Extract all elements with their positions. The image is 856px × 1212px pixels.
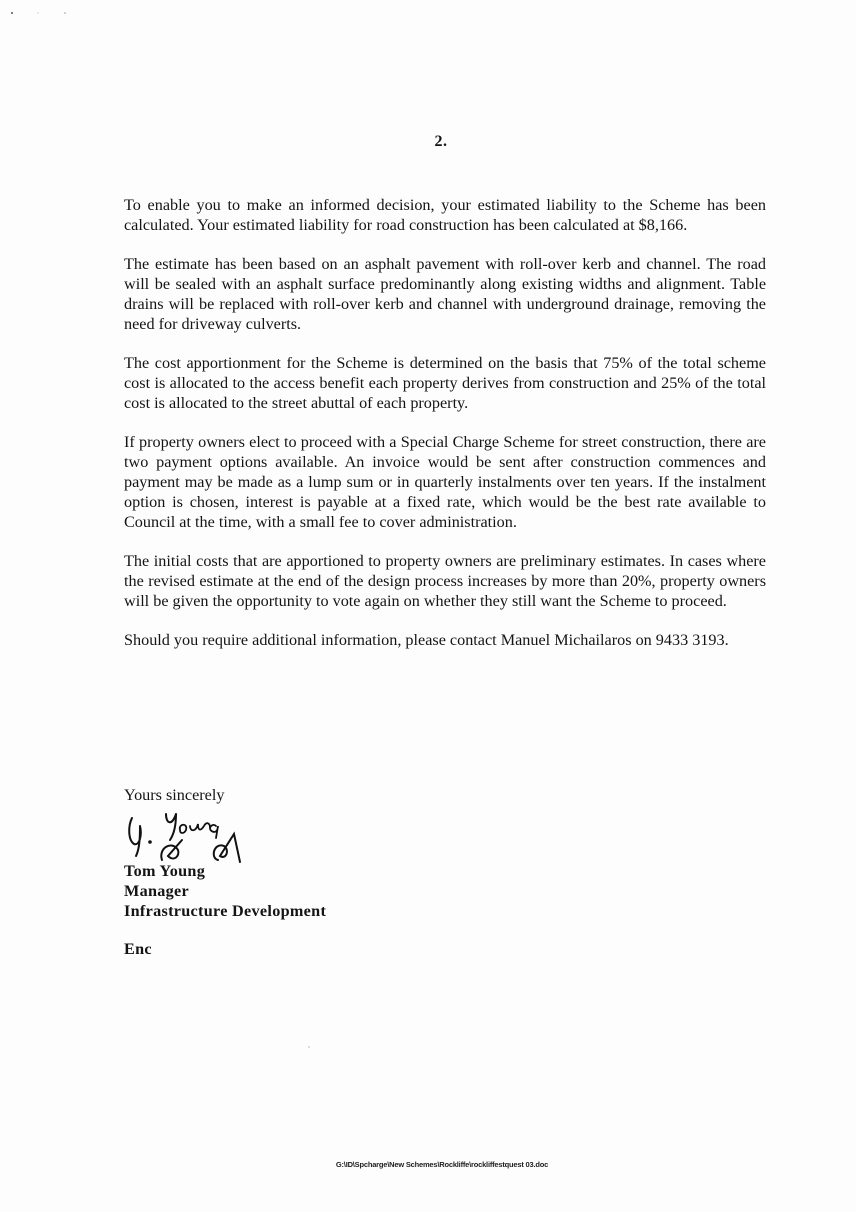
paragraph-contact: Should you require additional information, please contact Manuel Michailaros on 9433 3193.	[124, 631, 729, 649]
signatory-department: Infrastructure Development	[124, 902, 327, 920]
letter-body	[124, 195, 766, 669]
handwritten-signature	[122, 804, 252, 864]
page-number: 2.	[434, 133, 448, 150]
closing-salutation: Yours sincerely	[124, 786, 225, 804]
scan-specks	[10, 9, 80, 17]
paragraph-cost-apportionment: The cost apportionment for the Scheme is determined on the basis that 75% of the total scheme cost is allocated to the access benefit each property derives from construction and 25% of the total cost is allocated to the street abuttal of each property.	[124, 354, 766, 412]
paragraph-estimate-basis: The estimate has been based on an asphalt pavement with roll-over kerb and channel. The road will be sealed with an asphalt surface predominantly along existing widths and alignment. Table drains will be replaced with roll-over kerb and channel with underground drainage, removing the need for driveway culverts.	[124, 255, 766, 333]
signatory-title: Manager	[124, 882, 190, 900]
paragraph-preliminary-estimates: The initial costs that are apportioned to property owners are preliminary estimates. In cases where the revised estimate at the end of the design process increases by more than 20%, property owners will be given the opportunity to vote again on whether they still want the Scheme to proceed.	[124, 552, 766, 610]
paragraph-liability: To enable you to make an informed decision, your estimated liability to the Scheme has been calculated. Your estimated liability for road construction has been calculated at $8,166.	[124, 196, 766, 234]
signatory-name: Tom Young	[124, 862, 206, 880]
paragraph-payment-options: If property owners elect to proceed with a Special Charge Scheme for street construction, there are two payment options available. An invoice would be sent after construction commences and payment may be made as a lump sum or in quarterly instalments over ten years. If the instalment option is chosen, interest is payable at a fixed rate, which would be the best rate available to Council at the time, with a small fee to cover administration.	[124, 433, 766, 531]
signature-block	[124, 861, 326, 921]
footer-file-path: G:\ID\Spcharge\New Schemes\Rockliffe\rockliffestquest 03.doc	[335, 1160, 549, 1169]
scan-dot	[308, 1046, 310, 1048]
enclosure-note: Enc	[124, 940, 152, 958]
